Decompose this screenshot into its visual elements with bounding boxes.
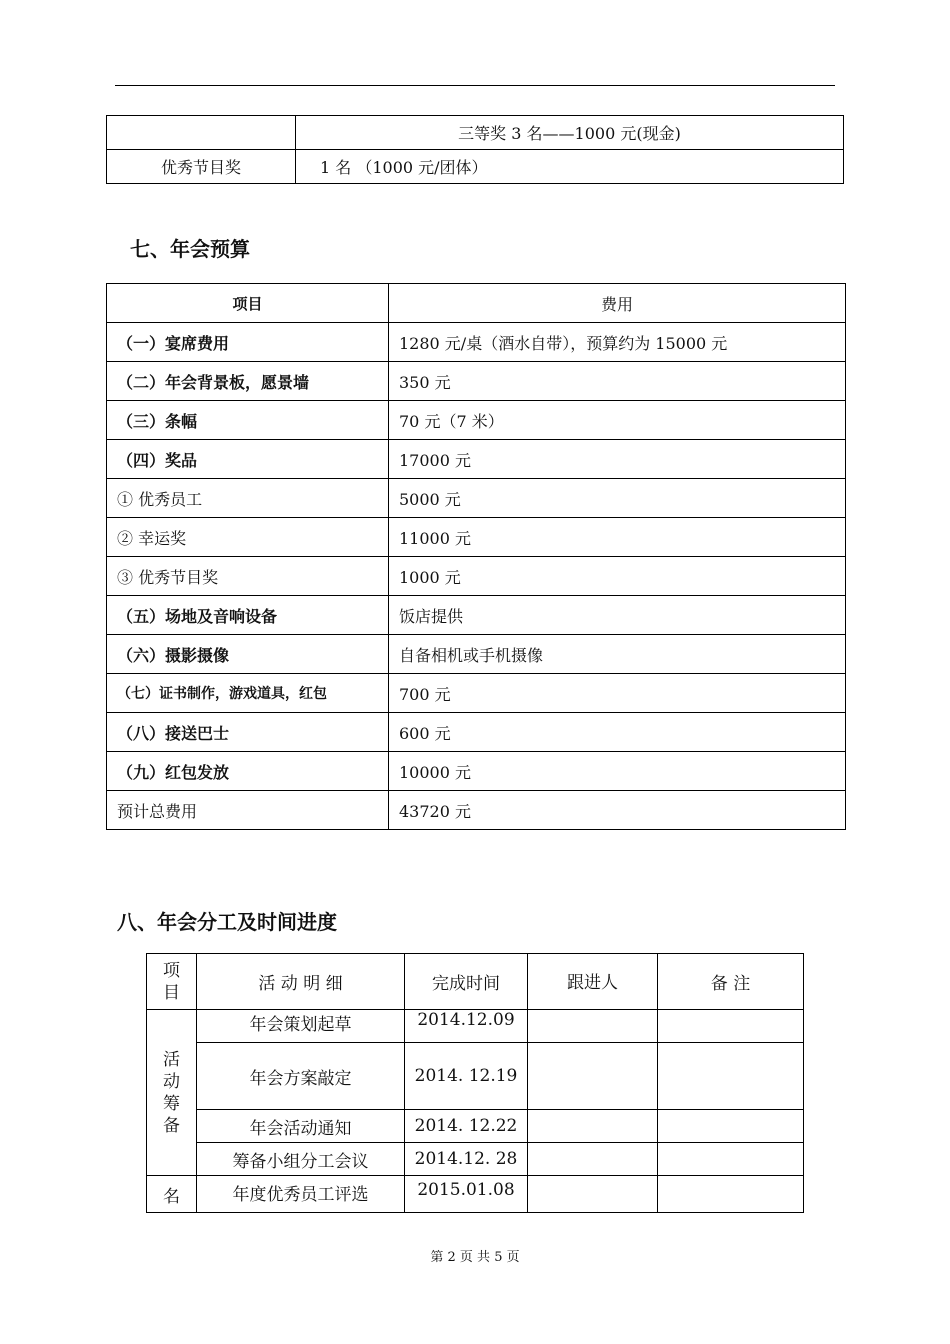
budget-item: ① 优秀员工 (107, 479, 389, 518)
budget-item: ② 幸运奖 (107, 518, 389, 557)
schedule-note (658, 1110, 804, 1143)
schedule-owner (528, 1176, 658, 1213)
schedule-time: 2014.12.09 (405, 1010, 528, 1043)
table-row (107, 713, 846, 752)
budget-item: ③ 优秀节目奖 (107, 557, 389, 596)
col-header-cost: 费用 (389, 284, 846, 323)
col-header-time: 完成时间 (405, 954, 528, 1010)
table-header-row (147, 954, 804, 1010)
table-row (107, 479, 846, 518)
budget-item: （八）接送巴士 (107, 713, 389, 752)
award-value-cell: 1 名 （1000 元/团体） (296, 150, 844, 184)
schedule-owner (528, 1143, 658, 1176)
budget-cost: 5000 元 (389, 479, 846, 518)
col-header-detail: 活 动 明 细 (197, 954, 405, 1010)
budget-item: （五）场地及音响设备 (107, 596, 389, 635)
table-row (107, 596, 846, 635)
schedule-note (658, 1043, 804, 1110)
budget-heading: 七、年会预算 (130, 237, 250, 261)
budget-item: （一）宴席费用 (107, 323, 389, 362)
budget-item: （六）摄影摄像 (107, 635, 389, 674)
award-label-cell: 优秀节目奖 (107, 150, 296, 184)
header-rule (115, 85, 835, 86)
budget-cost: 自备相机或手机摄像 (389, 635, 846, 674)
budget-cost: 350 元 (389, 362, 846, 401)
schedule-detail: 筹备小组分工会议 (197, 1143, 405, 1176)
col-header-project: 项 目 (147, 954, 197, 1010)
schedule-owner (528, 1043, 658, 1110)
table-row (107, 518, 846, 557)
schedule-note (658, 1143, 804, 1176)
table-row (107, 557, 846, 596)
table-row (107, 401, 846, 440)
schedule-owner (528, 1010, 658, 1043)
col-header-item: 项目 (107, 284, 389, 323)
schedule-detail: 年会方案敲定 (197, 1043, 405, 1110)
budget-table (106, 283, 846, 830)
schedule-detail: 年会策划起草 (197, 1010, 405, 1043)
table-row (107, 150, 844, 184)
budget-cost: 17000 元 (389, 440, 846, 479)
budget-item: 预计总费用 (107, 791, 389, 830)
budget-cost: 43720 元 (389, 791, 846, 830)
budget-cost: 700 元 (389, 674, 846, 713)
schedule-note (658, 1176, 804, 1213)
table-row (107, 440, 846, 479)
award-table (106, 115, 844, 184)
award-value-cell: 三等奖 3 名——1000 元(现金) (296, 116, 844, 150)
schedule-time: 2014.12. 28 (405, 1143, 528, 1176)
schedule-note (658, 1010, 804, 1043)
col-header-owner: 跟进人 (528, 954, 658, 1010)
table-row (107, 635, 846, 674)
table-row (107, 752, 846, 791)
budget-cost: 10000 元 (389, 752, 846, 791)
table-row (147, 1010, 804, 1043)
table-row (147, 1176, 804, 1213)
award-label-cell (107, 116, 296, 150)
budget-item: （四）奖品 (107, 440, 389, 479)
table-row (107, 791, 846, 830)
group-label-name: 名 (147, 1176, 197, 1213)
table-row (147, 1043, 804, 1110)
schedule-heading: 八、年会分工及时间进度 (117, 910, 337, 934)
budget-item: （九）红包发放 (107, 752, 389, 791)
table-header-row (107, 284, 846, 323)
schedule-time: 2015.01.08 (405, 1176, 528, 1213)
budget-cost: 饭店提供 (389, 596, 846, 635)
schedule-detail: 年会活动通知 (197, 1110, 405, 1143)
budget-item: （七）证书制作，游戏道具，红包 (107, 674, 389, 713)
budget-cost: 1280 元/桌（酒水自带），预算约为 15000 元 (389, 323, 846, 362)
budget-item: （二）年会背景板，愿景墙 (107, 362, 389, 401)
group-label-preparation: 活 动 筹 备 (147, 1010, 197, 1176)
table-row (107, 116, 844, 150)
budget-cost: 1000 元 (389, 557, 846, 596)
table-row (107, 323, 846, 362)
schedule-table (146, 953, 804, 1213)
schedule-owner (528, 1110, 658, 1143)
page-footer: 第 2 页 共 5 页 (430, 1250, 520, 1265)
schedule-time: 2014. 12.19 (405, 1043, 528, 1110)
schedule-time: 2014. 12.22 (405, 1110, 528, 1143)
col-header-note: 备 注 (658, 954, 804, 1010)
table-row (147, 1110, 804, 1143)
schedule-detail: 年度优秀员工评选 (197, 1176, 405, 1213)
budget-cost: 600 元 (389, 713, 846, 752)
budget-cost: 11000 元 (389, 518, 846, 557)
table-row (107, 362, 846, 401)
budget-cost: 70 元（7 米） (389, 401, 846, 440)
table-row (107, 674, 846, 713)
table-row (147, 1143, 804, 1176)
budget-item: （三）条幅 (107, 401, 389, 440)
